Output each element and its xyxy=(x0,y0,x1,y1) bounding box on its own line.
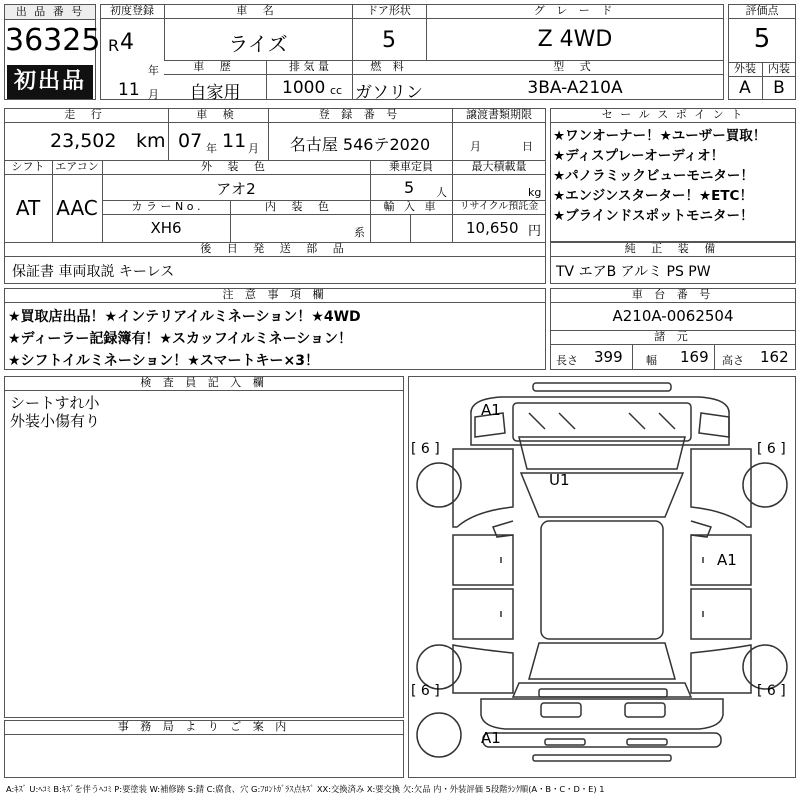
later-parts-value: 保証書 車両取説 キーレス xyxy=(12,264,175,280)
lot-header: 出 品 番 号 xyxy=(5,5,95,20)
shift-header: シフト xyxy=(11,160,45,173)
tire-mark-front-right: [ 6 ] xyxy=(757,441,786,457)
vehicle-diagram-box xyxy=(408,376,796,778)
recycle-unit: 円 xyxy=(528,224,542,239)
first-reg-era: R xyxy=(108,36,120,55)
color-no-header: カ ラ ー N o . xyxy=(131,200,201,213)
inspector-line: 外装小傷有り xyxy=(10,412,101,430)
later-parts-header: 後 日 発 送 部 品 xyxy=(200,242,350,255)
history-value: 自家用 xyxy=(189,83,241,103)
car-name: ライズ xyxy=(228,32,288,56)
sales-points-header: セ ー ル ス ポ イ ン ト xyxy=(601,108,745,121)
chassis-value: A210A-0062504 xyxy=(612,307,734,325)
height-label: 高さ xyxy=(722,354,744,367)
capacity-unit: 人 xyxy=(436,186,447,199)
sales-point-line: ★パノラミックビューモニター！ xyxy=(553,168,754,184)
notes-list xyxy=(8,306,544,372)
score-value: 5 xyxy=(753,24,771,54)
model-header: 型 式 xyxy=(553,60,597,73)
note-line: ★ディーラー記録簿有！★スカッフイルミネーション！ xyxy=(8,331,353,347)
width-value: 169 xyxy=(680,348,709,366)
note-line: ★シフトイルミネーション！★スマートキー×3！ xyxy=(8,353,320,369)
fuel-value: ガソリン xyxy=(355,83,423,103)
tire-mark-front-left: [ 6 ] xyxy=(411,441,440,457)
registration-header: 登 録 番 号 xyxy=(318,108,402,121)
capacity-header: 乗車定員 xyxy=(389,160,433,173)
transfer-docs-day-unit: 日 xyxy=(522,140,533,153)
damage-mark-right-side: A1 xyxy=(717,551,737,569)
inspector-header: 検 査 員 記 入 欄 xyxy=(140,376,268,389)
length-label: 長さ xyxy=(556,354,578,367)
first-listing-banner: 初出品 xyxy=(7,65,93,99)
first-reg-year-unit: 年 xyxy=(148,64,159,77)
inspector-notes xyxy=(10,394,100,430)
damage-mark-rear: A1 xyxy=(481,729,501,747)
sales-points-list xyxy=(553,126,795,226)
doors-value: 5 xyxy=(382,28,396,53)
exterior-color-value: アオ2 xyxy=(216,180,256,198)
mileage-value: 23,502 xyxy=(50,130,117,152)
fuel-header: 燃 料 xyxy=(370,60,408,73)
capacity-value: 5 xyxy=(404,178,415,197)
first-reg-month-unit: 月 xyxy=(148,88,159,101)
max-load-header: 最大積載量 xyxy=(471,160,527,173)
tire-mark-rear-right: [ 6 ] xyxy=(757,683,786,699)
car-diagram xyxy=(409,377,795,777)
inspection-month-unit: 月 xyxy=(248,142,259,155)
doors-header: ドア形状 xyxy=(367,4,411,17)
inspection-year-unit: 年 xyxy=(206,142,217,155)
sales-point-line: ★ワンオーナー！★ユーザー買取！ xyxy=(553,128,767,144)
interior-color-unit: 系 xyxy=(354,226,365,239)
sales-point-line: ★エンジンスターター！★ETC！ xyxy=(553,188,753,204)
score-header: 評価点 xyxy=(745,4,779,17)
genuine-equipment-value: TV エアB アルミ PS PW xyxy=(556,264,711,280)
damage-mark-front: A1 xyxy=(481,401,501,419)
transfer-docs-month-unit: 月 xyxy=(470,140,481,153)
recycle-value: 10,650 xyxy=(466,219,519,237)
car-name-header: 車 名 xyxy=(236,4,280,17)
inspector-line: シートすれ小 xyxy=(10,394,100,412)
specs-header: 諸 元 xyxy=(654,330,692,343)
mileage-header: 走 行 xyxy=(64,108,108,121)
mileage-unit: km xyxy=(136,130,166,152)
grade-header: グ レ ー ド xyxy=(533,4,617,17)
width-label: 幅 xyxy=(646,354,657,367)
legend: A:ｷｽﾞ U:ﾍｺﾐ B:ｷｽﾞを伴うﾍｺﾐ P:要塗装 W:補修跡 S:錆 C:腐食、穴 G:ﾌﾛﾝﾄｶﾞﾗｽ点ｷｽﾞ XX:交換済み X:要交換 欠:欠品 内・外装評価 5段階ﾗﾝｸ順(A・B・C・D・E) 1 xyxy=(6,784,605,794)
exterior-score: A xyxy=(739,78,751,98)
transfer-docs-header: 譲渡書類期限 xyxy=(466,108,532,121)
sales-point-line: ★ディスプレーオーディオ！ xyxy=(553,148,725,164)
inspection-month: 11 xyxy=(222,130,247,152)
color-no-value: XH6 xyxy=(150,219,182,237)
exterior-score-label: 外装 xyxy=(734,62,756,75)
aircon-header: エアコン xyxy=(55,160,99,173)
registration-value: 名古屋 546テ2020 xyxy=(289,135,431,154)
displacement-value: 1000 xyxy=(282,78,326,98)
model-value: 3BA-A210A xyxy=(527,78,623,98)
displacement-unit: cc xyxy=(330,84,343,97)
interior-score: B xyxy=(773,78,785,98)
chassis-header: 車 台 番 号 xyxy=(631,288,715,301)
interior-score-label: 内装 xyxy=(768,62,790,75)
lot-number: 36325 xyxy=(5,23,101,58)
damage-mark-roof: U1 xyxy=(549,471,570,489)
lot-box xyxy=(4,4,101,100)
genuine-equipment-header: 純 正 装 備 xyxy=(624,242,722,255)
first-reg-header: 初度登録 xyxy=(110,4,154,17)
height-value: 162 xyxy=(760,348,789,366)
first-reg-month: 11 xyxy=(118,80,140,100)
inspection-header: 車 検 xyxy=(196,108,240,121)
exterior-color-header: 外 装 色 xyxy=(201,160,271,173)
length-value: 399 xyxy=(594,348,623,366)
tire-mark-rear-left: [ 6 ] xyxy=(411,683,440,699)
notes-header: 注 意 事 項 欄 xyxy=(222,288,328,301)
aircon-value: AAC xyxy=(56,196,98,220)
shift-value: AT xyxy=(15,196,41,220)
inspection-year: 07 xyxy=(178,130,203,152)
grade-value: Z 4WD xyxy=(537,27,613,52)
history-header: 車 歴 xyxy=(193,60,237,73)
interior-color-header: 内 装 色 xyxy=(265,200,335,213)
import-header: 輸 入 車 xyxy=(383,200,439,213)
max-load-unit: kg xyxy=(528,186,542,199)
sales-point-line: ★ブラインドスポットモニター！ xyxy=(553,208,754,224)
displacement-header: 排 気 量 xyxy=(289,60,329,73)
note-line: ★買取店出品！★インテリアイルミネーション！★4WD xyxy=(8,309,361,325)
office-header: 事 務 局 よ り ご 案 内 xyxy=(117,720,291,733)
first-reg-year: 4 xyxy=(120,30,134,55)
recycle-header: リサイクル預託金 xyxy=(459,201,539,212)
